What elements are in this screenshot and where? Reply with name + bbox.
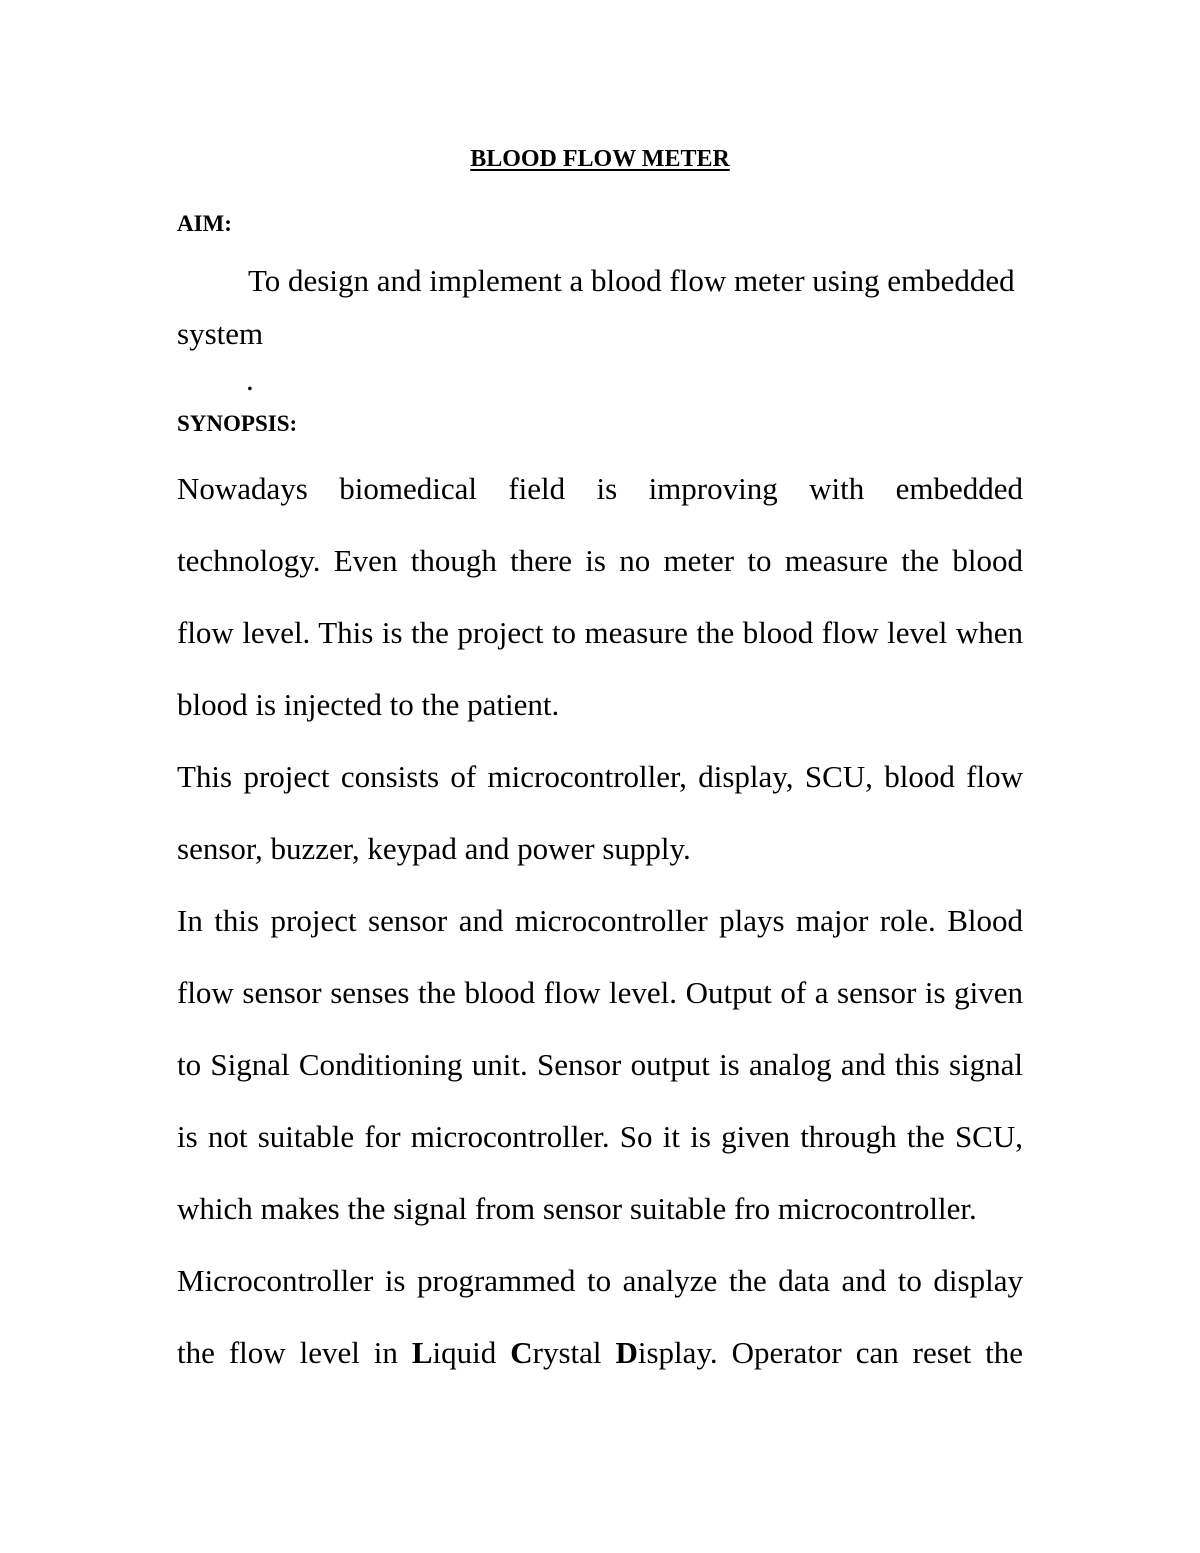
synopsis-body [177,453,1023,1389]
lcd-word-2-rest: rystal [532,1335,616,1370]
document-title: BLOOD FLOW METER [470,146,730,172]
synopsis-paragraph-3: In this project sensor and microcontroller plays major role. Blood flow sensor senses the blood flow level. Output of a sensor is given to Signal Conditioning unit. Sensor output is analog and this signal is not suitable for microcontroller. So it is given through the SCU, which makes the signal from sensor suitable fro microcontroller. [177,903,1023,1226]
lcd-initial-l: L [411,1335,433,1370]
synopsis-paragraph-4 [177,1245,1023,1389]
aim-text: To design and implement a blood flow meter using embedded system [177,263,1015,351]
aim-trailing-mark: . [246,362,254,397]
paragraph-4-lead-text: Microcontroller is programmed to analyze the data and to display the flow level in [177,1263,1023,1370]
synopsis-heading: SYNOPSIS: [177,411,298,436]
synopsis-paragraph-2: This project consists of microcontroller, display, SCU, blood flow sensor, buzzer, keypad and power supply. [177,759,1023,866]
synopsis-paragraph-1: Nowadays biomedical field is improving with embedded technology. Even though there is no meter to measure the blood flow level. This is the project to measure the blood flow level when blood is injected to the patient. [177,471,1023,722]
aim-heading: AIM: [177,211,232,236]
lcd-word-1-rest: iquid [432,1335,511,1370]
lcd-word-3-rest: isplay [637,1335,710,1370]
lcd-initial-d: D [615,1335,638,1370]
lcd-initial-c: C [510,1335,533,1370]
paragraph-4-tail-text: . Operator can reset the [709,1335,1024,1370]
